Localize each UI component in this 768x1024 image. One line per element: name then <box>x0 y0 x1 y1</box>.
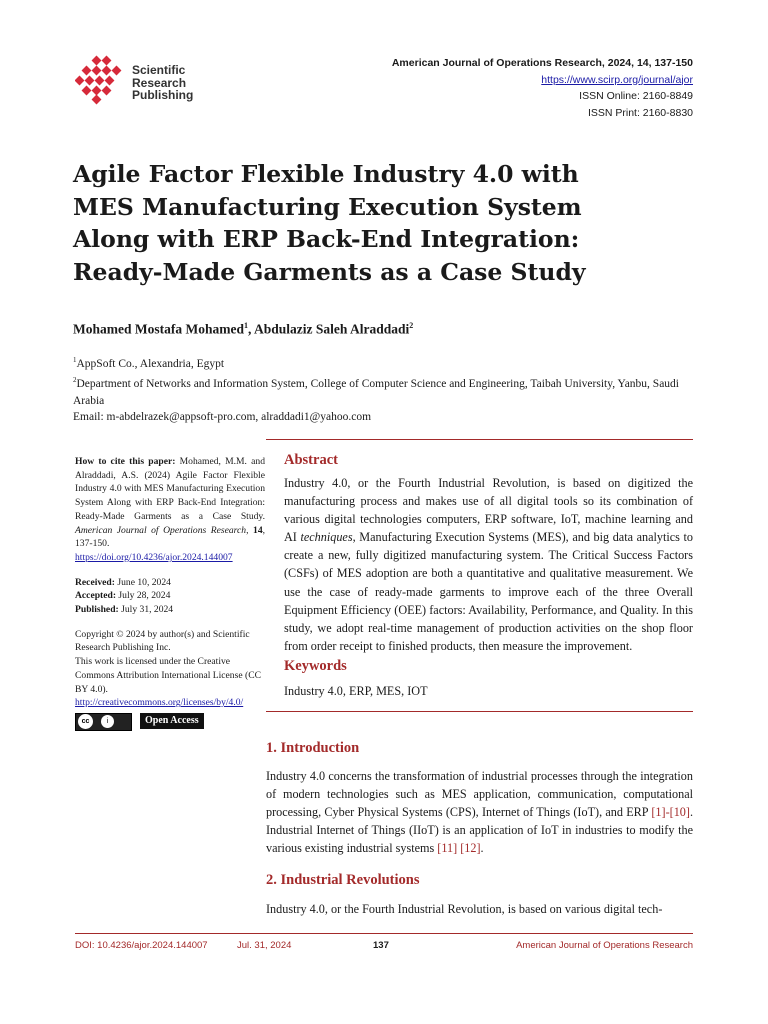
publisher-name <box>132 64 193 102</box>
abstract-text-part: , Manufacturing Execution Systems (MES), and big data analytics to create a new, fully digitized manufacturing system. The Critical Success Factors (CSFs) of MES adoption are both a quantitative and qualitative measurement. We use the case of ready-made garments to improve each of the three Overall Equipment Efficiency (OEE) factors: Availability, Performance, and Quality. In this study, we adopt real-time management of production activities on the shop floor from order receipt to finished products, then measure the improvement. <box>284 530 693 653</box>
publisher-name-line: Research <box>132 75 187 90</box>
publisher-name-line: Scientific <box>132 63 186 77</box>
introduction-text <box>266 767 693 857</box>
affil-marker: 2 <box>73 376 77 385</box>
publisher-name-line: Publishing <box>132 88 194 102</box>
citation-pages: , 137-150. <box>75 524 266 550</box>
footer-doi: DOI: 10.4236/ajor.2024.144007 <box>75 940 208 951</box>
citation-sidebar <box>75 455 265 731</box>
received-label: Received: <box>75 576 115 588</box>
author-name: Abdulaziz Saleh Alraddadi <box>254 321 410 337</box>
divider <box>266 439 693 440</box>
issn-online: ISSN Online: 2160-8849 <box>579 90 693 102</box>
keywords-heading: Keywords <box>284 658 347 674</box>
citation-doi-link[interactable]: https://doi.org/10.4236/ajor.2024.144007 <box>75 551 233 563</box>
abstract-text-part: Industry 4.0, or the Fourth Industrial Revolution, is based on digitized the manufacturing process and makes use of all digital tools so its combination of various digital technologies computers, ERP software, IoT, machine learning and AI <box>284 476 693 545</box>
published-date <box>75 603 265 617</box>
published-value: July 31, 2024 <box>118 604 174 616</box>
title-line: MES Manufacturing Execution System <box>73 192 582 221</box>
footer-divider <box>75 933 693 934</box>
keywords-text: Industry 4.0, ERP, MES, IOT <box>284 684 428 698</box>
journal-url-link[interactable]: https://www.scirp.org/journal/ajor <box>541 73 693 86</box>
affiliation-2 <box>73 372 703 409</box>
citation-text: Mohamed, M.M. and Alraddadi, A.S. (2024) Agile Factor Flexible Industry 4.0 with MES Manufacturing Execution System Along with ERP Back-End Integration: Ready-Made Garments as a Case Study. <box>75 456 265 522</box>
by-icon: i <box>101 715 114 728</box>
citation-vol-sep: , <box>246 524 254 536</box>
title-line: Along with ERP Back-End Integration: <box>73 225 580 253</box>
affiliation-1 <box>73 352 703 372</box>
reference-link[interactable]: [1]-[10] <box>651 805 690 820</box>
open-access-badge: Open Access <box>140 713 204 729</box>
author-email: Email: m-abdelrazek@appsoft-pro.com, alraddadi1@yahoo.com <box>73 411 372 424</box>
accepted-value: July 28, 2024 <box>116 590 171 602</box>
accepted-label: Accepted: <box>75 590 117 602</box>
author-separator: , <box>247 321 254 337</box>
revolutions-text: Industry 4.0, or the Fourth Industrial Revolution, is based on various digital tech- <box>266 902 663 916</box>
received-date <box>75 576 265 590</box>
intro-text-part: Industry 4.0 concerns the transformation of industrial processes through the integration of modern technologies such as MES application, communication, computational processing, Cyber Physical Systems (CPS), Internet of Things (IoT), and ERP <box>266 769 693 820</box>
copyright-text: Copyright © 2024 by author(s) and Scientific Research Publishing Inc. <box>75 628 250 654</box>
abstract-text-emphasis: techniques <box>300 530 353 545</box>
journal-citation: American Journal of Operations Research, 2024, 14, 137-150 <box>391 57 693 69</box>
published-label: Published: <box>75 604 119 616</box>
title-line: Ready-Made Garments as a Case Study <box>73 257 586 286</box>
affil-marker: 1 <box>73 356 77 364</box>
cc-by-badge-icon[interactable] <box>75 713 132 731</box>
issn-print: ISSN Print: 2160-8830 <box>587 106 693 119</box>
license-badges <box>75 713 265 731</box>
received-value: June 10, 2024 <box>114 576 171 588</box>
abstract-heading: Abstract <box>284 452 338 468</box>
affiliation-text: AppSoft Co., Alexandria, Egypt <box>76 357 225 370</box>
author-affil-marker: 1 <box>243 321 248 330</box>
citation-journal: American Journal of Operations Research <box>75 524 247 536</box>
cc-icon: cc <box>78 714 93 729</box>
section-heading-introduction: 1. Introduction <box>266 740 360 756</box>
author-list <box>73 321 413 338</box>
intro-text-part: . <box>480 841 484 856</box>
author-name: Mohamed Mostafa Mohamed <box>73 321 244 337</box>
footer-date: Jul. 31, 2024 <box>237 940 292 951</box>
citation-block <box>75 455 265 565</box>
abstract-text <box>284 474 693 655</box>
divider <box>266 711 693 712</box>
author-affil-marker: 2 <box>409 321 414 330</box>
page-title <box>73 158 673 288</box>
citation-label: How to cite this paper: <box>75 456 176 467</box>
affiliations <box>73 352 703 426</box>
journal-info <box>392 55 693 121</box>
license-text: This work is licensed under the Creative Commons Attribution International License (CC BY 4.0). <box>75 656 261 695</box>
intro-text-part: . Industrial Internet of Things (IIoT) is an application of IoT in industries to modify the various existing industrial systems <box>266 805 693 856</box>
title-line: Agile Factor Flexible Industry 4.0 with <box>73 160 579 188</box>
section-heading-revolutions: 2. Industrial Revolutions <box>266 872 420 888</box>
reference-link[interactable]: [12] <box>460 841 481 856</box>
reference-link[interactable]: [11] <box>437 841 458 856</box>
license-link[interactable]: http://creativecommons.org/licenses/by/4.0/ <box>75 697 244 709</box>
page-number: 137 <box>373 940 389 951</box>
accepted-date <box>75 589 265 603</box>
citation-volume: 14 <box>253 524 263 536</box>
affiliation-text: Department of Networks and Information System, College of Computer Science and Engineering, Taibah University, Yanbu, Saudi Arabia <box>73 378 680 407</box>
footer-journal: American Journal of Operations Research <box>516 940 693 951</box>
